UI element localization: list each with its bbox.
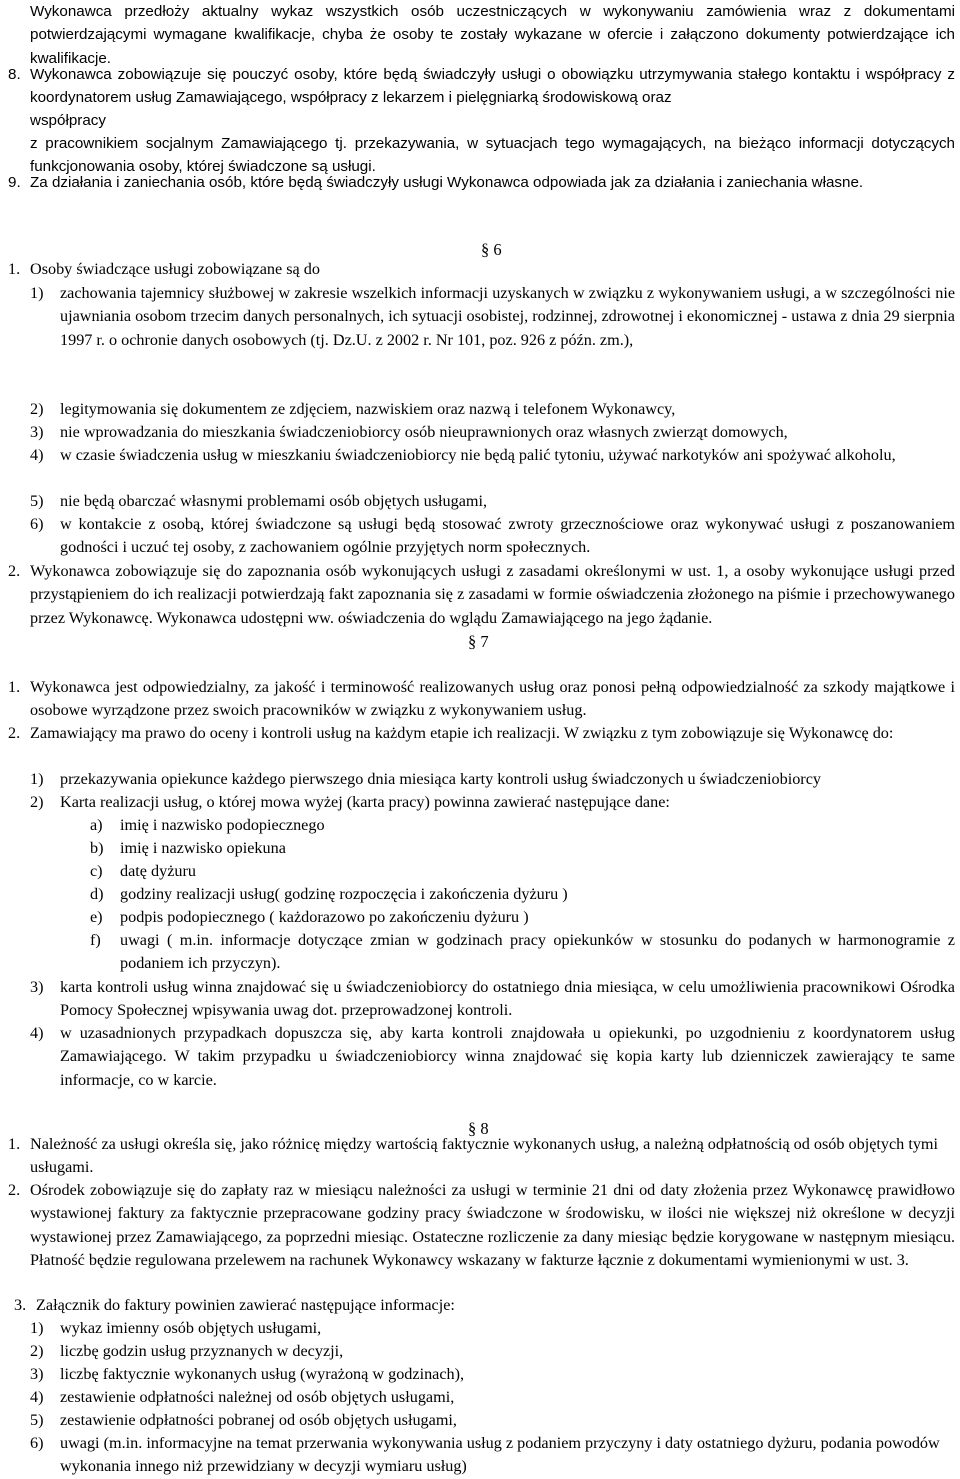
s6-item-5: [30, 490, 955, 513]
item-text: Karta realizacji usług, o której mowa wyżej (karta pracy) powinna zawierać następujące dane:: [60, 793, 670, 811]
s6-item-4: [30, 444, 955, 467]
item-text: w czasie świadczenia usług w mieszkaniu świadczeniobiorcy nie będą palić tytoniu, używać narkotyków ani spożywać alkoholu,: [60, 446, 896, 464]
section-heading-7: § 7: [468, 632, 489, 651]
item-number: 1): [30, 1319, 44, 1337]
s7-subitem-f: [90, 929, 955, 976]
clause-number: 8.: [8, 66, 21, 83]
item-number: 6): [30, 1434, 44, 1452]
subitem-text: imię i nazwisko opiekuna: [120, 839, 286, 857]
item-number: 5): [30, 1411, 44, 1429]
clause-text: Osoby świadczące usługi zobowiązane są do: [30, 260, 320, 278]
subitem-text: podpis podopiecznego ( każdorazowo po zakończeniu dyżuru ): [120, 908, 529, 926]
item-text: liczbę godzin usług przyznanych w decyzji,: [60, 1342, 344, 1360]
s8-item-3: [30, 1363, 955, 1386]
item-number: 4): [30, 1388, 44, 1406]
item-number: 3): [30, 978, 44, 996]
item-number: 6): [30, 515, 44, 533]
item-text: nie wprowadzania do mieszkania świadczeniobiorcy osób nieuprawnionych oraz własnych zwierząt domowych,: [60, 423, 788, 441]
s7-clause-1: [8, 676, 955, 723]
item-number: 2): [30, 1342, 44, 1360]
clause-text: Wykonawca zobowiązuje się do zapoznania osób wykonujących usługi z zasadami określonymi w ust. 1, a osoby wykonujące usługi przed przystąpieniem do ich realizacji potwierdzają fakt zapoznania się z zasadami w formie oświadczenia złożonego na piśmie i przechowywanego przez Wykonawcę. Wykonawca udostępni ww. oświadczenia do wglądu Zamawiającego na jego żądanie.: [30, 562, 955, 627]
s8-item-6: [30, 1432, 955, 1479]
item-text: karta kontroli usług winna znajdować się u świadczeniobiorcy do ostatniego dnia miesiąca, w celu umożliwienia pracownikowi Ośrodka Pomocy Społecznej wpisywania uwag dot. przeprowadzonej kontroli.: [60, 978, 955, 1020]
s7-subitem-a: [90, 814, 955, 837]
item-text: zestawienie odpłatności pobranej od osób objętych usługami,: [60, 1411, 457, 1429]
item-text: nie będą obarczać własnymi problemami osób objętych usługami,: [60, 492, 488, 510]
clause-number: 1.: [8, 260, 21, 278]
item-text: wykaz imienny osób objętych usługami,: [60, 1319, 322, 1337]
intro-paragraph: Wykonawca przedłoży aktualny wykaz wszystkich osób uczestniczących w wykonywaniu zamówienia wraz z dokumentami potwierdzającymi wymagane kwalifikacje, chyba że osoby te zostały wykazane w ofercie i załączono dokumenty potwierdzające ich kwalifikacje.: [30, 3, 955, 67]
clause-text: Zamawiający ma prawo do oceny i kontroli usług na każdym etapie ich realizacji. W związku z tym zobowiązuje się Wykonawcę do:: [30, 724, 894, 742]
item-number: 3): [30, 423, 44, 441]
item-text: zestawienie odpłatności należnej od osób objętych usługami,: [60, 1388, 455, 1406]
s8-item-1: [30, 1317, 955, 1340]
s8-clause-1: [8, 1133, 955, 1180]
s8-item-2: [30, 1340, 955, 1363]
s7-subitem-c: [90, 860, 955, 883]
s7-clause-2: [8, 722, 955, 745]
s6-item-6: [30, 513, 955, 560]
s8-clause-2: [8, 1179, 955, 1272]
subitem-text: uwagi ( m.in. informacje dotyczące zmian w godzinach pracy opiekunków w stosunku do podanych w harmonogramie z podaniem ich przyczyn).: [120, 931, 955, 973]
subitem-letter: f): [90, 931, 101, 949]
clause-number: 3.: [14, 1296, 27, 1314]
subitem-letter: a): [90, 816, 103, 834]
s6-item-2: [30, 398, 955, 421]
item-number: 3): [30, 1365, 44, 1383]
clause-text: Wykonawca jest odpowiedzialny, za jakość i terminowość realizowanych usług oraz ponosi pełną odpowiedzialność za szkody majątkowe i osobowe wyrządzone przez swoich pracowników w związku z wykonywaniem usług.: [30, 678, 955, 720]
s7-item-2: [30, 791, 955, 814]
item-number: 1): [30, 284, 44, 302]
clause-8-cont-a: współpracy: [30, 112, 106, 129]
subitem-letter: c): [90, 862, 103, 880]
item-number: 4): [30, 1024, 44, 1042]
item-text: w kontakcie z osobą, której świadczone są usługi będą stosować zwroty grzecznościowe oraz wykonywać usługi z poszanowaniem godności i uczuć tej osoby, z zachowaniem ogólnie przyjętych norm społecznych.: [60, 515, 955, 557]
item-number: 2): [30, 793, 44, 811]
clause-text: Wykonawca zobowiązuje się pouczyć osoby, które będą świadczyły usługi o obowiązku utrzymywania stałego kontaktu i współpracy z koordynatorem usług Zamawiającego, współpracy z lekarzem i pielęgniarką środowiskową oraz: [30, 66, 955, 107]
s6-item-3: [30, 421, 955, 444]
section-heading-8: § 8: [468, 1119, 489, 1138]
clause-text: Ośrodek zobowiązuje się do zapłaty raz w miesiącu należności za usługi w terminie 21 dni od daty złożenia przez Wykonawcę prawidłowo wystawionej faktury za faktycznie przepracowane godziny pracy świadczone w środowisku, w ilości nie większej niż określone w decyzji wystawionej przez Zamawiającego, za poprzedni miesiąc. Ostateczne rozliczenie za dany miesiąc będzie korygowane w następnym miesiącu. Płatność będzie regulowana przelewem na rachunek Wykonawcy wskazany w fakturze łącznie z dokumentami wymienionymi w ust. 3.: [30, 1181, 955, 1269]
clause-text: Załącznik do faktury powinien zawierać następujące informacje:: [36, 1296, 455, 1314]
clause-number: 2.: [8, 562, 21, 580]
clause-number: 2.: [8, 724, 21, 742]
clause-text: Za działania i zaniechania osób, które będą świadczyły usługi Wykonawca odpowiada jak za działania i zaniechania własne.: [30, 174, 864, 191]
clause-number: 9.: [8, 174, 21, 191]
subitem-letter: e): [90, 908, 103, 926]
s6-clause-1: [8, 258, 955, 281]
section-heading-6: § 6: [481, 240, 502, 259]
clause-text: Należność za usługi określa się, jako różnicę między wartością faktycznie wykonanych usług, a należną odpłatnością od osób objętych tymi usługami.: [30, 1135, 939, 1177]
s7-subitem-b: [90, 837, 955, 860]
s8-clause-3: [14, 1294, 955, 1317]
s7-item-3: [30, 976, 955, 1023]
subitem-text: datę dyżuru: [120, 862, 196, 880]
clause-number: 2.: [8, 1181, 21, 1199]
s8-item-5: [30, 1409, 955, 1432]
item-number: 4): [30, 446, 44, 464]
subitem-letter: b): [90, 839, 104, 857]
subitem-text: imię i nazwisko podopiecznego: [120, 816, 325, 834]
clause-8-cont-b: z pracownikiem socjalnym Zamawiającego tj. przekazywania, w sytuacjach tego wymagających, na bieżąco informacji dotyczących funkcjonowania osoby, której świadczone są usługi.: [30, 135, 955, 176]
clause-number: 1.: [8, 678, 21, 696]
clause-number: 1.: [8, 1135, 21, 1153]
item-number: 5): [30, 492, 44, 510]
s7-subitem-e: [90, 906, 955, 929]
subitem-letter: d): [90, 885, 104, 903]
item-text: liczbę faktycznie wykonanych usług (wyrażoną w godzinach),: [60, 1365, 465, 1383]
s6-clause-2: [8, 560, 955, 630]
clause-9: [8, 171, 955, 194]
s7-item-4: [30, 1022, 955, 1092]
subitem-text: godziny realizacji usług( godzinę rozpoczęcia i zakończenia dyżuru ): [120, 885, 568, 903]
s7-subitem-d: [90, 883, 955, 906]
item-number: 1): [30, 770, 44, 788]
s6-item-1: [30, 282, 955, 352]
item-number: 2): [30, 400, 44, 418]
s7-item-1: [30, 768, 955, 791]
item-text: legitymowania się dokumentem ze zdjęciem, nazwiskiem oraz nazwą i telefonem Wykonawcy,: [60, 400, 676, 418]
s8-item-4: [30, 1386, 955, 1409]
clause-8: [8, 63, 955, 110]
item-text: przekazywania opiekunce każdego pierwszego dnia miesiąca karty kontroli usług świadczonych u świadczeniobiorcy: [60, 770, 821, 788]
item-text: uwagi (m.in. informacyjne na temat przerwania wykonywania usług z podaniem przyczyny i daty ostatniego dyżuru, podania powodów wykonania innego niż przewidziany w decyzji wymiaru usług): [60, 1434, 940, 1476]
item-text: zachowania tajemnicy służbowej w zakresie wszelkich informacji uzyskanych w związku z wykonywaniem usługi, a w szczególności nie ujawniania osobom trzecim danych personalnych, ich sytuacji osobistej, rodzinnej, zdrowotnej i ekonomicznej - ustawa z dnia 29 sierpnia 1997 r. o ochronie danych osobowych (tj. Dz.U. z 2002 r. Nr 101, poz. 926 z późn. zm.),: [60, 284, 955, 349]
item-text: w uzasadnionych przypadkach dopuszcza się, aby karta kontroli znajdowała u opiekunki, po uzgodnieniu z koordynatorem usług Zamawiającego. W takim przypadku u świadczeniobiorcy winna znajdować się kopia karty lub dzienniczek zawierający te same informacje, co w karcie.: [60, 1024, 955, 1089]
